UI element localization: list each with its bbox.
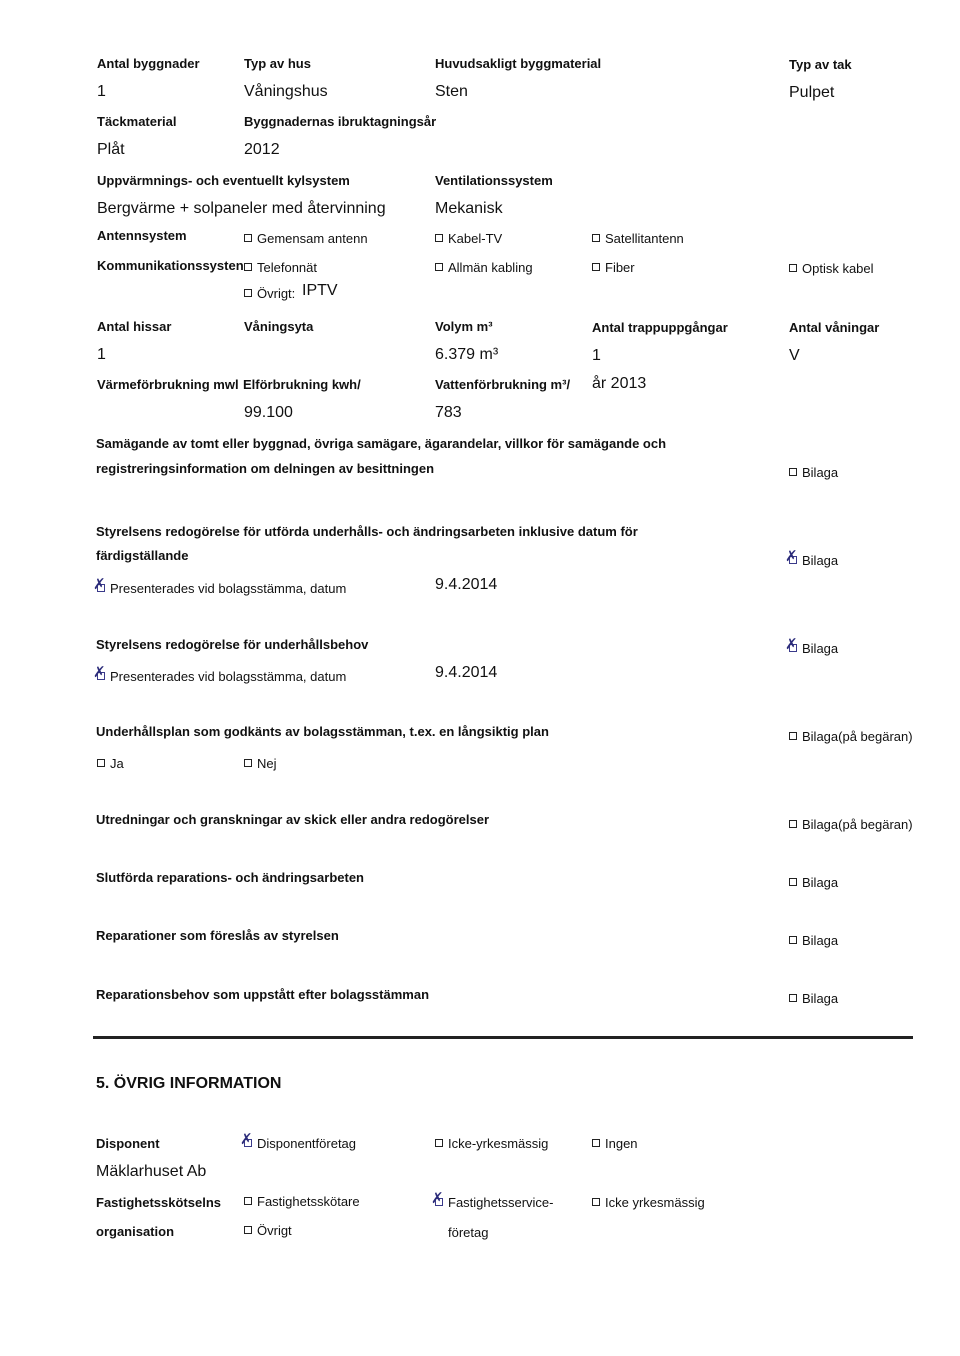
option-label: Fastighetsskötare — [257, 1194, 360, 1209]
kommunikation-option-ovrigt[interactable] — [244, 287, 295, 300]
fastighet-option-service[interactable] — [435, 1196, 553, 1209]
option-label: Ingen — [605, 1136, 638, 1151]
checkbox-icon — [592, 1198, 600, 1206]
fastighet-option-service-line2: företag — [448, 1225, 489, 1240]
option-label: Disponentföretag — [257, 1136, 357, 1151]
fastighet-option-icke[interactable] — [592, 1196, 705, 1209]
samagande-bilaga[interactable] — [789, 466, 838, 479]
vaningsyta-label: Våningsyta — [244, 319, 314, 334]
antennsystem-label: Antennsystem — [97, 228, 187, 243]
samagande-line2: registreringsinformation om delningen av besittningen — [96, 461, 435, 476]
checkbox-icon — [244, 263, 252, 271]
checkbox-icon — [592, 234, 600, 242]
option-label: Ja — [110, 756, 124, 771]
byggmaterial-value: Sten — [435, 83, 468, 100]
fastighet-label-line2: organisation — [96, 1224, 175, 1239]
hissar-value: 1 — [97, 346, 106, 363]
disponent-value: Mäklarhuset Ab — [96, 1163, 207, 1180]
el-value: 99.100 — [244, 404, 293, 421]
tackmaterial-value: Plåt — [97, 141, 125, 158]
section5-heading: 5. ÖVRIG INFORMATION — [96, 1075, 282, 1092]
hissar-label: Antal hissar — [97, 319, 172, 334]
option-label: Bilaga — [802, 991, 839, 1006]
option-label: Optisk kabel — [802, 261, 874, 276]
typ-av-hus-value: Våningshus — [244, 83, 328, 100]
reparationer-bilaga[interactable] — [789, 934, 838, 947]
checkbox-icon — [244, 759, 252, 767]
checked-box-icon — [789, 556, 797, 564]
vatten-label: Vattenförbrukning m³/ — [435, 377, 571, 392]
option-label: Presenterades vid bolagsstämma, datum — [110, 581, 347, 596]
typ-av-tak-label: Typ av tak — [789, 57, 852, 72]
typ-av-tak-value: Pulpet — [789, 84, 835, 101]
option-label: Fiber — [605, 260, 635, 275]
option-label: Bilaga(på begäran) — [802, 817, 913, 832]
option-label: Kabel-TV — [448, 231, 503, 246]
option-label: Telefonnät — [257, 260, 317, 275]
option-label: Bilaga — [802, 553, 839, 568]
fastighet-option-ovrigt[interactable] — [244, 1224, 292, 1237]
checkbox-icon — [244, 1197, 252, 1205]
fastighet-label-line1: Fastighetsskötselns — [96, 1195, 221, 1210]
kommunikation-option-optisk[interactable] — [789, 262, 874, 275]
option-label: Nej — [257, 756, 277, 771]
antenn-option-satellit[interactable] — [592, 232, 684, 245]
option-label: Bilaga — [802, 933, 839, 948]
underhallsbehov-bilaga[interactable] — [789, 642, 838, 655]
checkbox-icon — [244, 289, 252, 297]
checked-box-icon — [435, 1198, 443, 1206]
option-label: Icke yrkesmässig — [605, 1195, 705, 1210]
vatten-year: år 2013 — [592, 375, 647, 392]
checkbox-icon — [789, 994, 797, 1002]
disponent-option-icke[interactable] — [435, 1137, 548, 1150]
vaningar-value: V — [789, 347, 800, 364]
underhallsplan-ja[interactable] — [97, 757, 124, 770]
option-label: Gemensam antenn — [257, 231, 368, 246]
slutforda-title: Slutförda reparations- och ändringsarbeten — [96, 870, 364, 885]
vatten-value: 783 — [435, 404, 462, 421]
kommunikation-option-allman[interactable] — [435, 261, 533, 274]
underhallsbehov-presented[interactable] — [97, 670, 346, 683]
underhallsplan-nej[interactable] — [244, 757, 277, 770]
checked-box-icon — [97, 584, 105, 592]
option-label: Presenterades vid bolagsstämma, datum — [110, 669, 347, 684]
typ-av-hus-label: Typ av hus — [244, 56, 311, 71]
option-label: Övrigt: — [257, 286, 296, 301]
kommunikation-label: Kommunikationssysten — [97, 258, 244, 273]
utforda-presented[interactable] — [97, 582, 346, 595]
ventilation-value: Mekanisk — [435, 200, 503, 217]
reparationsbehov-bilaga[interactable] — [789, 992, 838, 1005]
disponent-label: Disponent — [96, 1136, 160, 1151]
kommunikation-option-fiber[interactable] — [592, 261, 635, 274]
ibruktagning-value: 2012 — [244, 141, 280, 158]
slutforda-bilaga[interactable] — [789, 876, 838, 889]
antal-byggnader-value: 1 — [97, 83, 106, 100]
volym-value: 6.379 m³ — [435, 346, 499, 363]
utredningar-title: Utredningar och granskningar av skick eller andra redogörelser — [96, 812, 490, 827]
checkbox-icon — [789, 732, 797, 740]
checkbox-icon — [789, 820, 797, 828]
option-label: Bilaga — [802, 641, 839, 656]
reparationer-title: Reparationer som föreslås av styrelsen — [96, 928, 339, 943]
utforda-date: 9.4.2014 — [435, 576, 498, 593]
checkbox-icon — [97, 759, 105, 767]
section-divider — [93, 1036, 913, 1039]
antal-byggnader-label: Antal byggnader — [97, 56, 200, 71]
checkbox-icon — [244, 234, 252, 242]
disponent-option-foretag[interactable] — [244, 1137, 356, 1150]
reparationsbehov-title: Reparationsbehov som uppstått efter bolagsstämman — [96, 987, 430, 1002]
option-label: Bilaga — [802, 465, 839, 480]
underhallsplan-bilaga[interactable] — [789, 730, 913, 743]
checkbox-icon — [789, 468, 797, 476]
checkbox-icon — [789, 936, 797, 944]
varme-label: Värmeförbrukning mwl — [97, 377, 239, 392]
underhallsplan-title: Underhållsplan som godkänts av bolagsstämman, t.ex. en långsiktig plan — [96, 724, 549, 739]
checkbox-icon — [789, 264, 797, 272]
option-label: Fastighetsservice- — [448, 1195, 554, 1210]
trappuppgangar-label: Antal trappuppgångar — [592, 320, 728, 335]
antenn-option-gemensam[interactable] — [244, 232, 368, 245]
ibruktagning-label: Byggnadernas ibruktagningsår — [244, 114, 437, 129]
option-label: Icke-yrkesmässig — [448, 1136, 549, 1151]
uppvarmning-label: Uppvärmnings- och eventuellt kylsystem — [97, 173, 350, 188]
byggmaterial-label: Huvudsakligt byggmaterial — [435, 56, 602, 71]
kommunikation-ovrigt-value: IPTV — [302, 282, 338, 299]
option-label: Övrigt — [257, 1223, 292, 1238]
utforda-line1: Styrelsens redogörelse för utförda underhålls- och ändringsarbeten inklusive datum för — [96, 524, 638, 539]
underhallsbehov-title: Styrelsens redogörelse för underhållsbehov — [96, 637, 369, 652]
samagande-line1: Samägande av tomt eller byggnad, övriga samägare, ägarandelar, villkor för samägande och — [96, 436, 667, 451]
checkbox-icon — [592, 1139, 600, 1147]
trappuppgangar-value: 1 — [592, 347, 601, 364]
ventilation-label: Ventilationssystem — [435, 173, 553, 188]
antenn-option-kabeltv[interactable] — [435, 232, 502, 245]
checkbox-icon — [244, 1226, 252, 1234]
volym-label: Volym m³ — [435, 319, 493, 334]
checkbox-icon — [435, 234, 443, 242]
checkbox-icon — [592, 263, 600, 271]
disponent-option-ingen[interactable] — [592, 1137, 638, 1150]
utredningar-bilaga[interactable] — [789, 818, 913, 831]
uppvarmning-value: Bergvärme + solpaneler med återvinning — [97, 200, 386, 217]
checked-box-icon — [244, 1139, 252, 1147]
option-label: Satellitantenn — [605, 231, 684, 246]
checked-box-icon — [97, 672, 105, 680]
option-label: Bilaga(på begäran) — [802, 729, 913, 744]
vaningar-label: Antal våningar — [789, 320, 880, 335]
fastighet-option-skotare[interactable] — [244, 1195, 360, 1208]
utforda-bilaga[interactable] — [789, 554, 838, 567]
checkbox-icon — [789, 878, 797, 886]
tackmaterial-label: Täckmaterial — [97, 114, 177, 129]
checkbox-icon — [435, 263, 443, 271]
utforda-line2: färdigställande — [96, 548, 189, 563]
option-label: Bilaga — [802, 875, 839, 890]
checked-box-icon — [789, 644, 797, 652]
checkbox-icon — [435, 1139, 443, 1147]
kommunikation-option-telefon[interactable] — [244, 261, 317, 274]
el-label: Elförbrukning kwh/ — [243, 377, 361, 392]
option-label: Allmän kabling — [448, 260, 533, 275]
underhallsbehov-date: 9.4.2014 — [435, 664, 498, 681]
